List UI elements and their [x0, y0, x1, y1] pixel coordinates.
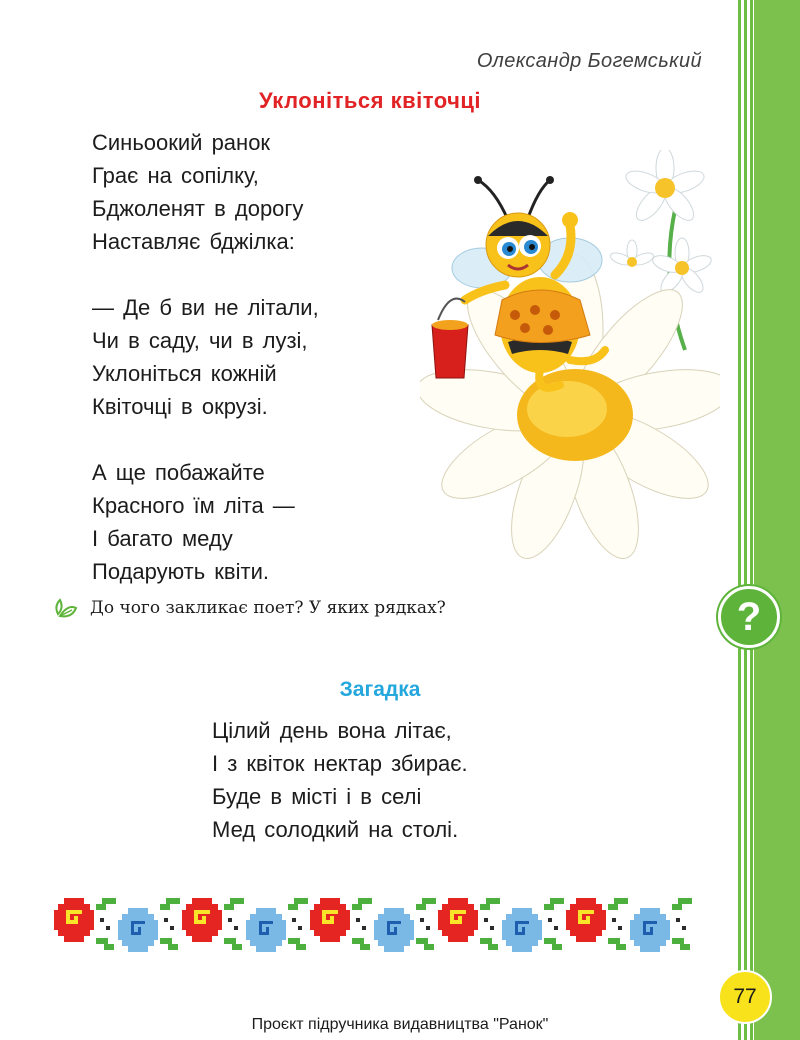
riddle-line: І з квіток нектар збирає.: [212, 751, 468, 776]
riddle-title: Загадка: [339, 678, 421, 701]
riddle-body: [212, 714, 468, 846]
riddle-line: Мед солодкий на столі.: [212, 817, 459, 842]
question-text: До чого закликає поет? У яких рядках?: [90, 598, 446, 618]
poem-line: А ще побажайте: [92, 460, 265, 485]
poem-line: Красного їм літа —: [92, 493, 295, 518]
poem-line: Бджоленят в дорогу: [92, 196, 304, 221]
poem-author: Олександр Богемський: [476, 50, 702, 72]
poem-line: І багато меду: [92, 526, 233, 551]
poem-body: [92, 126, 319, 588]
side-decoration-band: [738, 0, 800, 1040]
page-number: 77: [718, 970, 772, 1024]
riddle-line: Цілий день вона літає,: [212, 718, 452, 743]
poem-line: Наставляє бджілка:: [92, 229, 295, 254]
publisher-footer: Проєкт підручника видавництва "Ранок": [251, 1016, 549, 1033]
riddle-line: Буде в місті і в селі: [212, 784, 422, 809]
poem-line: Чи в саду, чи в лузі,: [92, 328, 308, 353]
poem-line: Грає на сопілку,: [92, 163, 259, 188]
poem-line: Уклоніться кожній: [92, 361, 277, 386]
poem-line: — Де б ви не літали,: [92, 295, 319, 320]
question-line: [52, 594, 446, 622]
embroidery-ornament: [52, 890, 712, 962]
pencil-leaf-icon: [52, 594, 80, 622]
question-mark-icon: ?: [718, 586, 780, 648]
poem-line: Подарують квіти.: [92, 559, 269, 584]
poem-line: Квіточці в окрузі.: [92, 394, 268, 419]
poem-title: Уклоніться квіточці: [258, 88, 482, 113]
poem-line: Синьоокий ранок: [92, 130, 271, 155]
bee-on-daisy-illustration: [420, 150, 720, 560]
